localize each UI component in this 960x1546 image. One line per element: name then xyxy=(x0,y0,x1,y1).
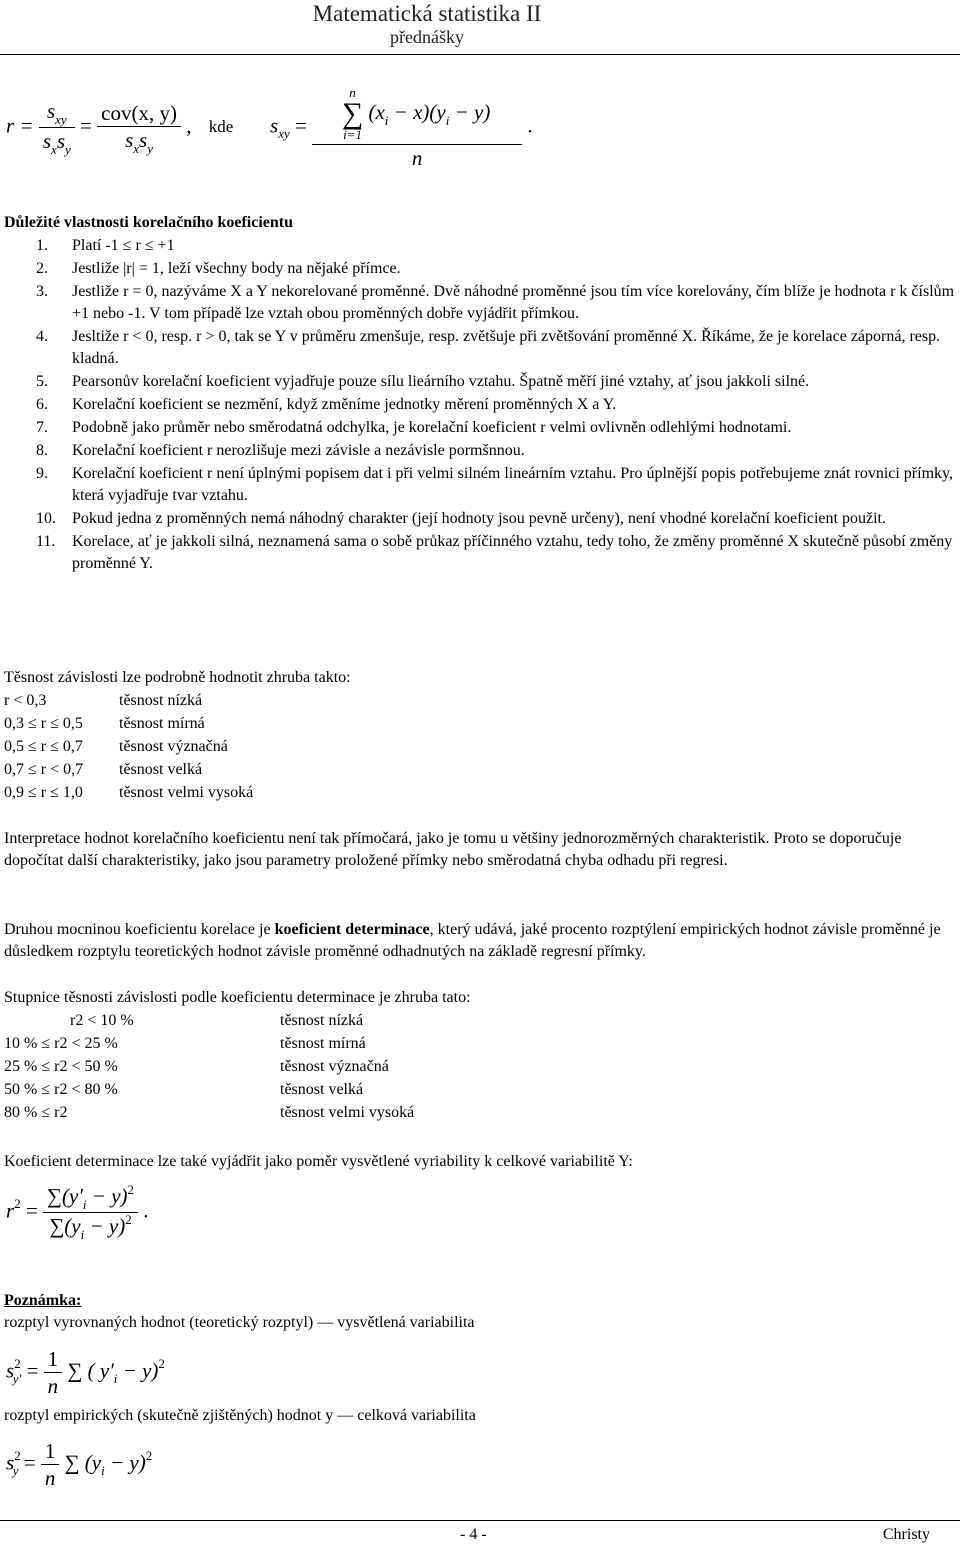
note-title: Poznámka: xyxy=(4,1292,82,1309)
formula-sy-empirical: $s^2_y$ = $\frac{1}{n}$ ∑ $(y_i - y)^2$ xyxy=(6,1439,153,1490)
list-item: 11. Korelace, ať je jakkoli silná, neznamená sama o sobě průkaz příčinného vztahu, tedy toho, že změny proměnné X skutečně působí změny proměnné Y. xyxy=(36,533,953,572)
formula-r: r = $\frac{s_{xy}}{s_xs_y}$ = $\frac{\text{cov(x, y)}}{s_xs_y}$ , kde xyxy=(6,99,234,157)
determ-paragraph: Druhou mocninou koeficientu korelace je koeficient determinace, který udává, jaké procento rozptýlení empirických hodnot závisle proměnné je důsledkem rozptylu teoretických hodnot závisle proměnné odhadnutých na základě regresní přímky. xyxy=(4,921,941,960)
formula-r-frac2: $\frac{\text{cov(x, y)}}{s_xs_y}$ xyxy=(97,102,181,154)
list-item: 1. Platí -1 ≤ r ≤ +1 xyxy=(36,237,175,254)
list-item: 8. Korelační koeficient r nerozlišuje mezi závisle a nezávisle pormšnnou. xyxy=(36,442,525,459)
page-header xyxy=(0,0,960,55)
note-line2: rozptyl empirických (skutečně zjištěných) hodnot y — celková variabilita xyxy=(4,1407,476,1424)
list-item: 9. Korelační koeficient r není úplnými popisem dat i při velmi silném lineárním vztahu. Pro úplnější popis potřebujeme znát rovnici přímky, která vyjadřuje tvar vztahu. xyxy=(36,465,953,504)
list-item: 6. Korelační koeficient se nezmění, když změníme jednotky měrení proměnných X a Y. xyxy=(36,396,617,413)
formula-r-frac1: $\frac{s_{xy}}{s_xs_y}$ xyxy=(39,100,75,155)
determ-term: koeficient determinace xyxy=(274,921,430,938)
interp-paragraph: Interpretace hodnot korelačního koeficientu není tak přímočará, jako je tomu u většiny jednorozměrných charakteristik. Proto se doporučuje dopočítat další charakteristiky, jako jsou parametry proložené přímky nebo směrodatná chyba odhadu při regresi. xyxy=(4,830,902,869)
formula-sxy: $s_{xy}$ = n ∑ i=1 $(x_i - x)(y_i - y)$ n . xyxy=(270,85,533,170)
sum-symbol: ∑ xyxy=(341,97,364,130)
props-title: Důležité vlastnosti korelačního koeficientu xyxy=(4,214,294,231)
determ-scale-intro: Stupnice těsnosti závislosti podle koeficientu determinace je zhruba tato: xyxy=(4,989,471,1006)
formula-sy-theoretical: $s^2_{y'}$ = $\frac{1}{n}$ ∑ ( $y'_i - y)^2$ xyxy=(6,1347,165,1398)
list-item: 5. Pearsonův korelační koeficient vyjadřuje pouze sílu lieárního vztahu. Špatně měří jiné vztahy, ať jsou jakkoli silné. xyxy=(36,373,810,390)
page-footer xyxy=(0,1520,960,1543)
note-line1: rozptyl vyrovnaných hodnot (teoretický rozptyl) — vysvětlená variabilita xyxy=(4,1314,475,1331)
list-item: 10. Pokud jedna z proměnných nemá náhodný charakter (její hodnoty jsou pevně určeny), není vhodné korelační koeficient použit. xyxy=(36,510,886,527)
page-number: - 4 - xyxy=(460,1526,487,1543)
kde-label: kde xyxy=(208,117,234,137)
footer-author: Christy xyxy=(882,1526,930,1543)
header-subtitle: přednášky xyxy=(390,27,464,47)
list-item: 3. Jestliže r = 0, nazýváme X a Y nekorelované proměnné. Dvě náhodné proměnné jsou tím více korelovány, čím blíže je hodnota r k číslům +1 nebo -1. V tom případě lze vztah obou proměnných dobře vyjádřit přímkou. xyxy=(36,283,955,322)
formula-r-lhs: r = xyxy=(6,113,34,138)
determ-ratio-text: Koeficient determinace lze také vyjádřit jako poměr vysvětlené vyriability k celkové variabilitě Y: xyxy=(4,1153,633,1170)
list-item: 2. Jestliže |r| = 1, leží všechny body na nějaké přímce. xyxy=(36,260,401,277)
props-list xyxy=(0,235,955,576)
header-title: Matematická statistika II xyxy=(312,1,542,26)
tesnost-intro: Těsnost závislosti lze podrobně hodnotit zhruba takto: xyxy=(4,669,351,686)
list-item: 7. Podobně jako průměr nebo směrodatná odchylka, je korelační koeficient r velmi ovlivněn odlehlými hodnotami. xyxy=(36,419,792,436)
list-item: 4. Jesltiže r < 0, resp. r > 0, tak se Y v průměru zmenšuje, resp. zvětšuje při zvětšování proměnné X. Říkáme, že je korelace záporná, resp. kladná. xyxy=(36,328,941,367)
formula-r2: $r^2$ = $\frac{\sum(y'_i - y)^2}{\sum(y_i - y)^2}$ . xyxy=(6,1182,149,1242)
